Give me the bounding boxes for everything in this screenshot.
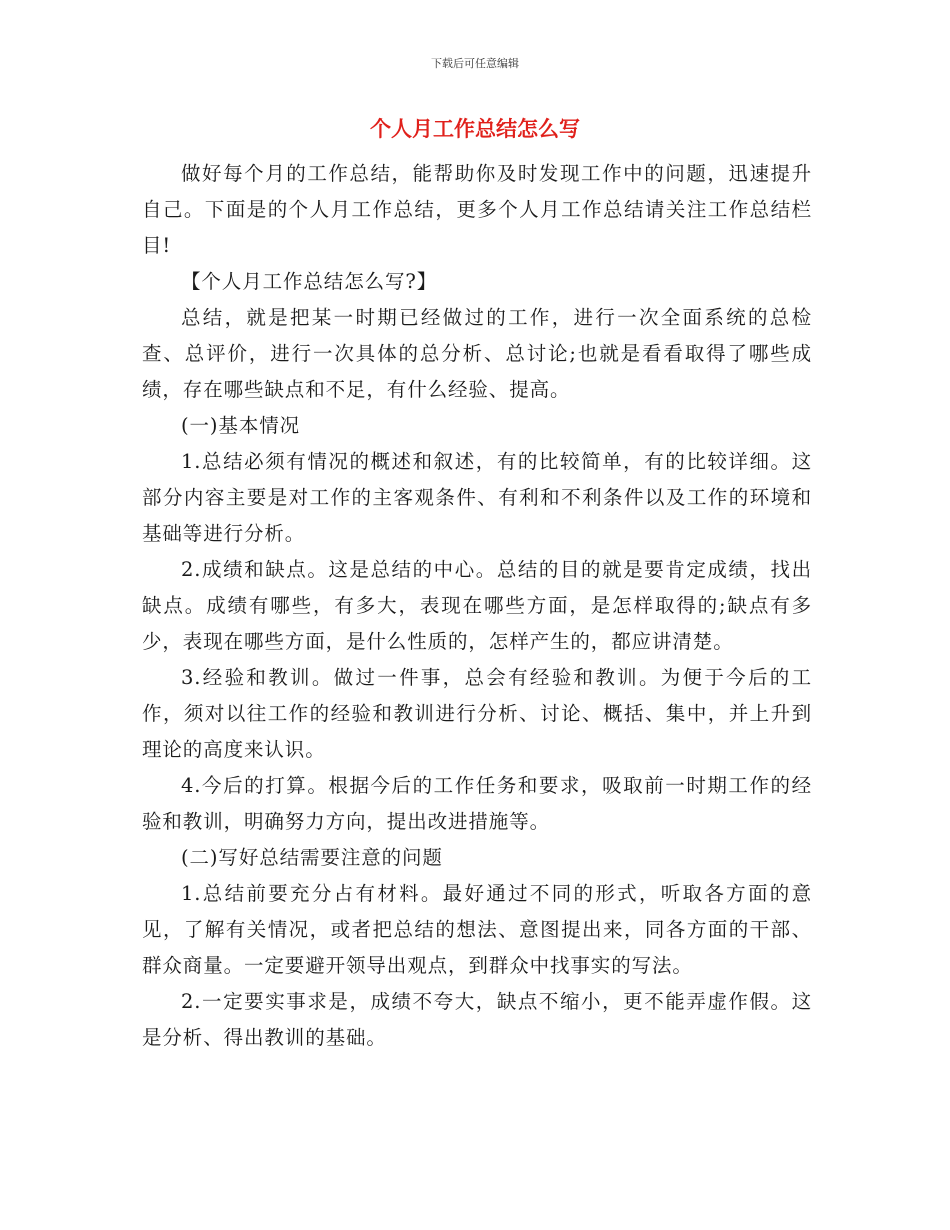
list-item-paragraph: 2.成绩和缺点。这是总结的中心。总结的目的就是要肯定成绩，找出缺点。成绩有哪些，有多大，表现在哪些方面，是怎样取得的;缺点有多少，表现在哪些方面，是什么性质的，怎样产生的，都应讲清楚。 [142,558,812,653]
subsection-heading-notes: (二)写好总结需要注意的问题 [181,846,443,869]
list-item-paragraph: 4.今后的打算。根据今后的工作任务和要求，吸取前一时期工作的经验和教训，明确努力方向，提出改进措施等。 [142,774,812,833]
intro-paragraph: 做好每个月的工作总结，能帮助你及时发现工作中的问题，迅速提升自己。下面是的个人月工作总结，更多个人月工作总结请关注工作总结栏目! [142,162,812,257]
section-heading: 【个人月工作总结怎么写?】 [181,270,438,293]
list-item-paragraph: 1.总结必须有情况的概述和叙述，有的比较简单，有的比较详细。这部分内容主要是对工作的主客观条件、有利和不利条件以及工作的环境和基础等进行分析。 [142,450,812,545]
list-item-paragraph: 1.总结前要充分占有材料。最好通过不同的形式，听取各方面的意见，了解有关情况，或者把总结的想法、意图提出来，同各方面的干部、群众商量。一定要避开领导出观点，到群众中找事实的写法。 [142,882,812,977]
document-body [142,156,812,1056]
definition-paragraph: 总结，就是把某一时期已经做过的工作，进行一次全面系统的总检查、总评价，进行一次具体的总分析、总讨论;也就是看看取得了哪些成绩，存在哪些缺点和不足，有什么经验、提高。 [142,306,812,401]
list-item-paragraph: 3.经验和教训。做过一件事，总会有经验和教训。为便于今后的工作，须对以往工作的经验和教训进行分析、讨论、概括、集中，并上升到理论的高度来认识。 [142,666,812,761]
document-title: 个人月工作总结怎么写 [370,117,580,141]
list-item-paragraph: 2.一定要实事求是，成绩不夸大，缺点不缩小，更不能弄虚作假。这是分析、得出教训的基础。 [142,990,812,1049]
subsection-heading-basic: (一)基本情况 [181,414,301,437]
header-note: 下载后可任意编辑 [431,57,519,70]
